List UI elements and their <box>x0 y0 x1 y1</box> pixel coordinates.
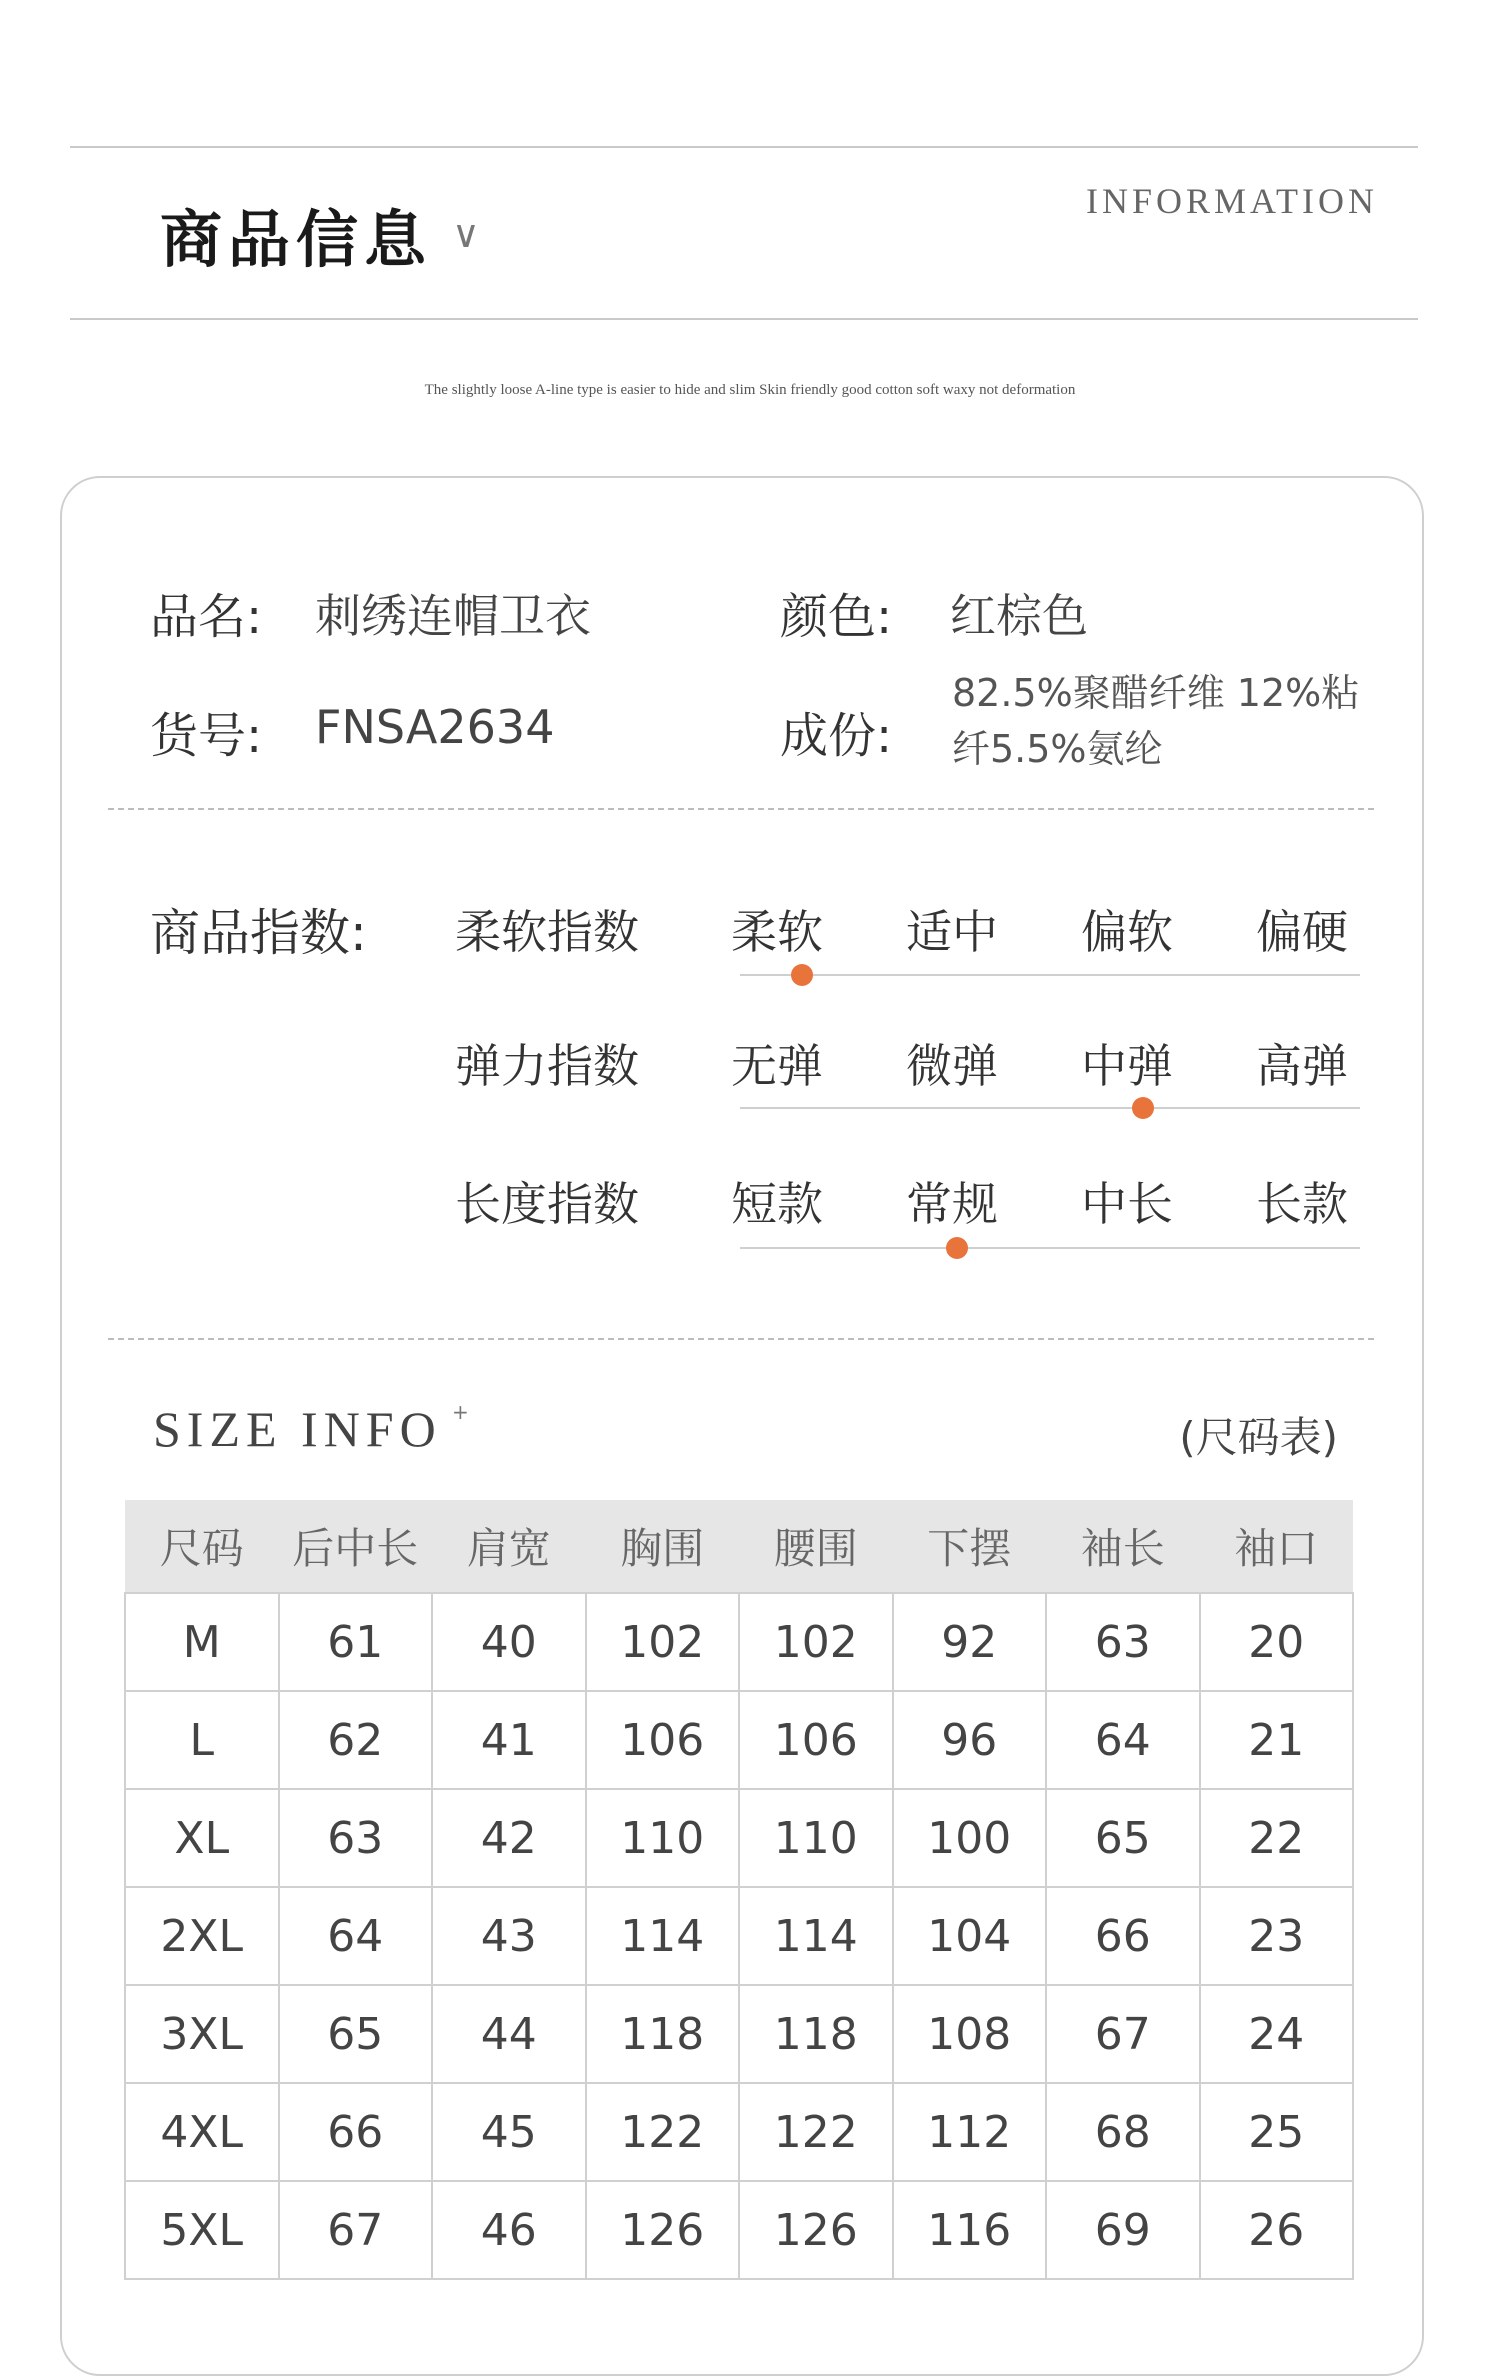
table-cell: 3XL <box>125 1985 279 2083</box>
table-cell: 63 <box>279 1789 433 1887</box>
index-option: 柔软 <box>731 905 823 959</box>
table-cell: 118 <box>739 1985 893 2083</box>
table-cell: 67 <box>1046 1985 1200 2083</box>
header-bottom-divider <box>70 318 1418 320</box>
color-label: 颜色: <box>780 589 893 645</box>
header-cell: 下摆 <box>893 1500 1047 1593</box>
index-option: 无弹 <box>731 1039 823 1093</box>
table-cell: 4XL <box>125 2083 279 2181</box>
table-cell: 126 <box>586 2181 740 2279</box>
size-table-header <box>125 1500 1353 1593</box>
sku-label: 货号: <box>150 708 263 764</box>
composition-value: 82.5%聚醋纤维 12%粘纤5.5%氨纶 <box>952 671 1360 771</box>
index-name: 长度指数 <box>455 1177 639 1231</box>
size-info-subtitle: (尺码表) <box>1179 1413 1338 1462</box>
table-cell: XL <box>125 1789 279 1887</box>
table-cell: 110 <box>739 1789 893 1887</box>
index-option: 常规 <box>906 1177 998 1231</box>
page-title: 商品信息 <box>160 203 433 276</box>
header-cell: 袖口 <box>1200 1500 1354 1593</box>
index-marker <box>946 1237 968 1259</box>
table-cell: 114 <box>586 1887 740 1985</box>
index-track <box>740 1107 1360 1109</box>
size-table <box>124 1500 1354 2280</box>
table-cell: 24 <box>1200 1985 1354 2083</box>
table-cell: 114 <box>739 1887 893 1985</box>
table-cell: 66 <box>279 2083 433 2181</box>
table-cell: 104 <box>893 1887 1047 1985</box>
table-cell: 25 <box>1200 2083 1354 2181</box>
table-cell: 65 <box>1046 1789 1200 1887</box>
table-cell: 42 <box>432 1789 586 1887</box>
table-cell: 108 <box>893 1985 1047 2083</box>
table-cell: 41 <box>432 1691 586 1789</box>
table-cell: 5XL <box>125 2181 279 2279</box>
table-row <box>125 2083 1353 2181</box>
table-cell: 22 <box>1200 1789 1354 1887</box>
table-cell: 23 <box>1200 1887 1354 1985</box>
index-option: 微弹 <box>906 1039 998 1093</box>
index-name: 柔软指数 <box>455 905 639 959</box>
dashed-divider <box>108 808 1374 810</box>
table-cell: 63 <box>1046 1593 1200 1691</box>
header-cell: 肩宽 <box>432 1500 586 1593</box>
table-cell: 21 <box>1200 1691 1354 1789</box>
header-cell: 袖长 <box>1046 1500 1200 1593</box>
index-option: 适中 <box>906 905 998 959</box>
dashed-divider <box>108 1338 1374 1340</box>
name-label: 品名: <box>150 589 263 645</box>
table-cell: 126 <box>739 2181 893 2279</box>
table-cell: 66 <box>1046 1887 1200 1985</box>
table-cell: 106 <box>739 1691 893 1789</box>
index-name: 弹力指数 <box>455 1039 639 1093</box>
header-cell: 胸围 <box>586 1500 740 1593</box>
table-cell: 46 <box>432 2181 586 2279</box>
table-cell: 40 <box>432 1593 586 1691</box>
table-cell: 106 <box>586 1691 740 1789</box>
table-cell: 64 <box>279 1887 433 1985</box>
table-cell: 64 <box>1046 1691 1200 1789</box>
color-value: 红棕色 <box>950 589 1088 643</box>
index-option: 短款 <box>731 1177 823 1231</box>
index-option: 中弹 <box>1081 1039 1173 1093</box>
index-option: 中长 <box>1081 1177 1173 1231</box>
chevron-down-icon: ∨ <box>452 212 480 256</box>
table-cell: 112 <box>893 2083 1047 2181</box>
table-cell: 116 <box>893 2181 1047 2279</box>
index-option: 长款 <box>1256 1177 1348 1231</box>
name-value: 刺绣连帽卫衣 <box>315 589 591 643</box>
index-option: 高弹 <box>1256 1039 1348 1093</box>
index-marker <box>791 964 813 986</box>
header-cell: 后中长 <box>279 1500 433 1593</box>
table-cell: 20 <box>1200 1593 1354 1691</box>
table-cell: 44 <box>432 1985 586 2083</box>
header-cell: 尺码 <box>125 1500 279 1593</box>
index-section-title: 商品指数: <box>150 904 367 962</box>
table-cell: M <box>125 1593 279 1691</box>
table-cell: 68 <box>1046 2083 1200 2181</box>
index-option: 偏硬 <box>1256 905 1348 959</box>
table-cell: 122 <box>586 2083 740 2181</box>
index-option: 偏软 <box>1081 905 1173 959</box>
table-cell: 102 <box>739 1593 893 1691</box>
table-cell: 43 <box>432 1887 586 1985</box>
table-cell: 45 <box>432 2083 586 2181</box>
table-row <box>125 1593 1353 1691</box>
table-row <box>125 1691 1353 1789</box>
table-cell: 62 <box>279 1691 433 1789</box>
top-divider <box>70 146 1418 148</box>
table-cell: 118 <box>586 1985 740 2083</box>
tagline: The slightly loose A-line type is easier to hide and slim Skin friendly good cotton soft waxy not deformation <box>424 382 1076 398</box>
table-cell: 69 <box>1046 2181 1200 2279</box>
table-cell: 65 <box>279 1985 433 2083</box>
table-cell: 92 <box>893 1593 1047 1691</box>
table-cell: L <box>125 1691 279 1789</box>
table-cell: 110 <box>586 1789 740 1887</box>
table-cell: 67 <box>279 2181 433 2279</box>
composition-label: 成份: <box>780 708 893 764</box>
table-cell: 100 <box>893 1789 1047 1887</box>
index-marker <box>1132 1097 1154 1119</box>
table-row <box>125 1985 1353 2083</box>
header-cell: 腰围 <box>739 1500 893 1593</box>
table-row <box>125 1887 1353 1985</box>
table-cell: 96 <box>893 1691 1047 1789</box>
size-info-plus: + <box>452 1400 469 1424</box>
index-track <box>740 1247 1360 1249</box>
table-row <box>125 1789 1353 1887</box>
table-cell: 26 <box>1200 2181 1354 2279</box>
table-row <box>125 2181 1353 2279</box>
table-cell: 122 <box>739 2083 893 2181</box>
sku-value: FNSA2634 <box>315 700 555 754</box>
index-track <box>740 974 1360 976</box>
page-title-en: INFORMATION <box>1085 181 1378 221</box>
table-cell: 102 <box>586 1593 740 1691</box>
table-cell: 2XL <box>125 1887 279 1985</box>
size-info-title: SIZE INFO <box>153 1401 442 1457</box>
table-cell: 61 <box>279 1593 433 1691</box>
